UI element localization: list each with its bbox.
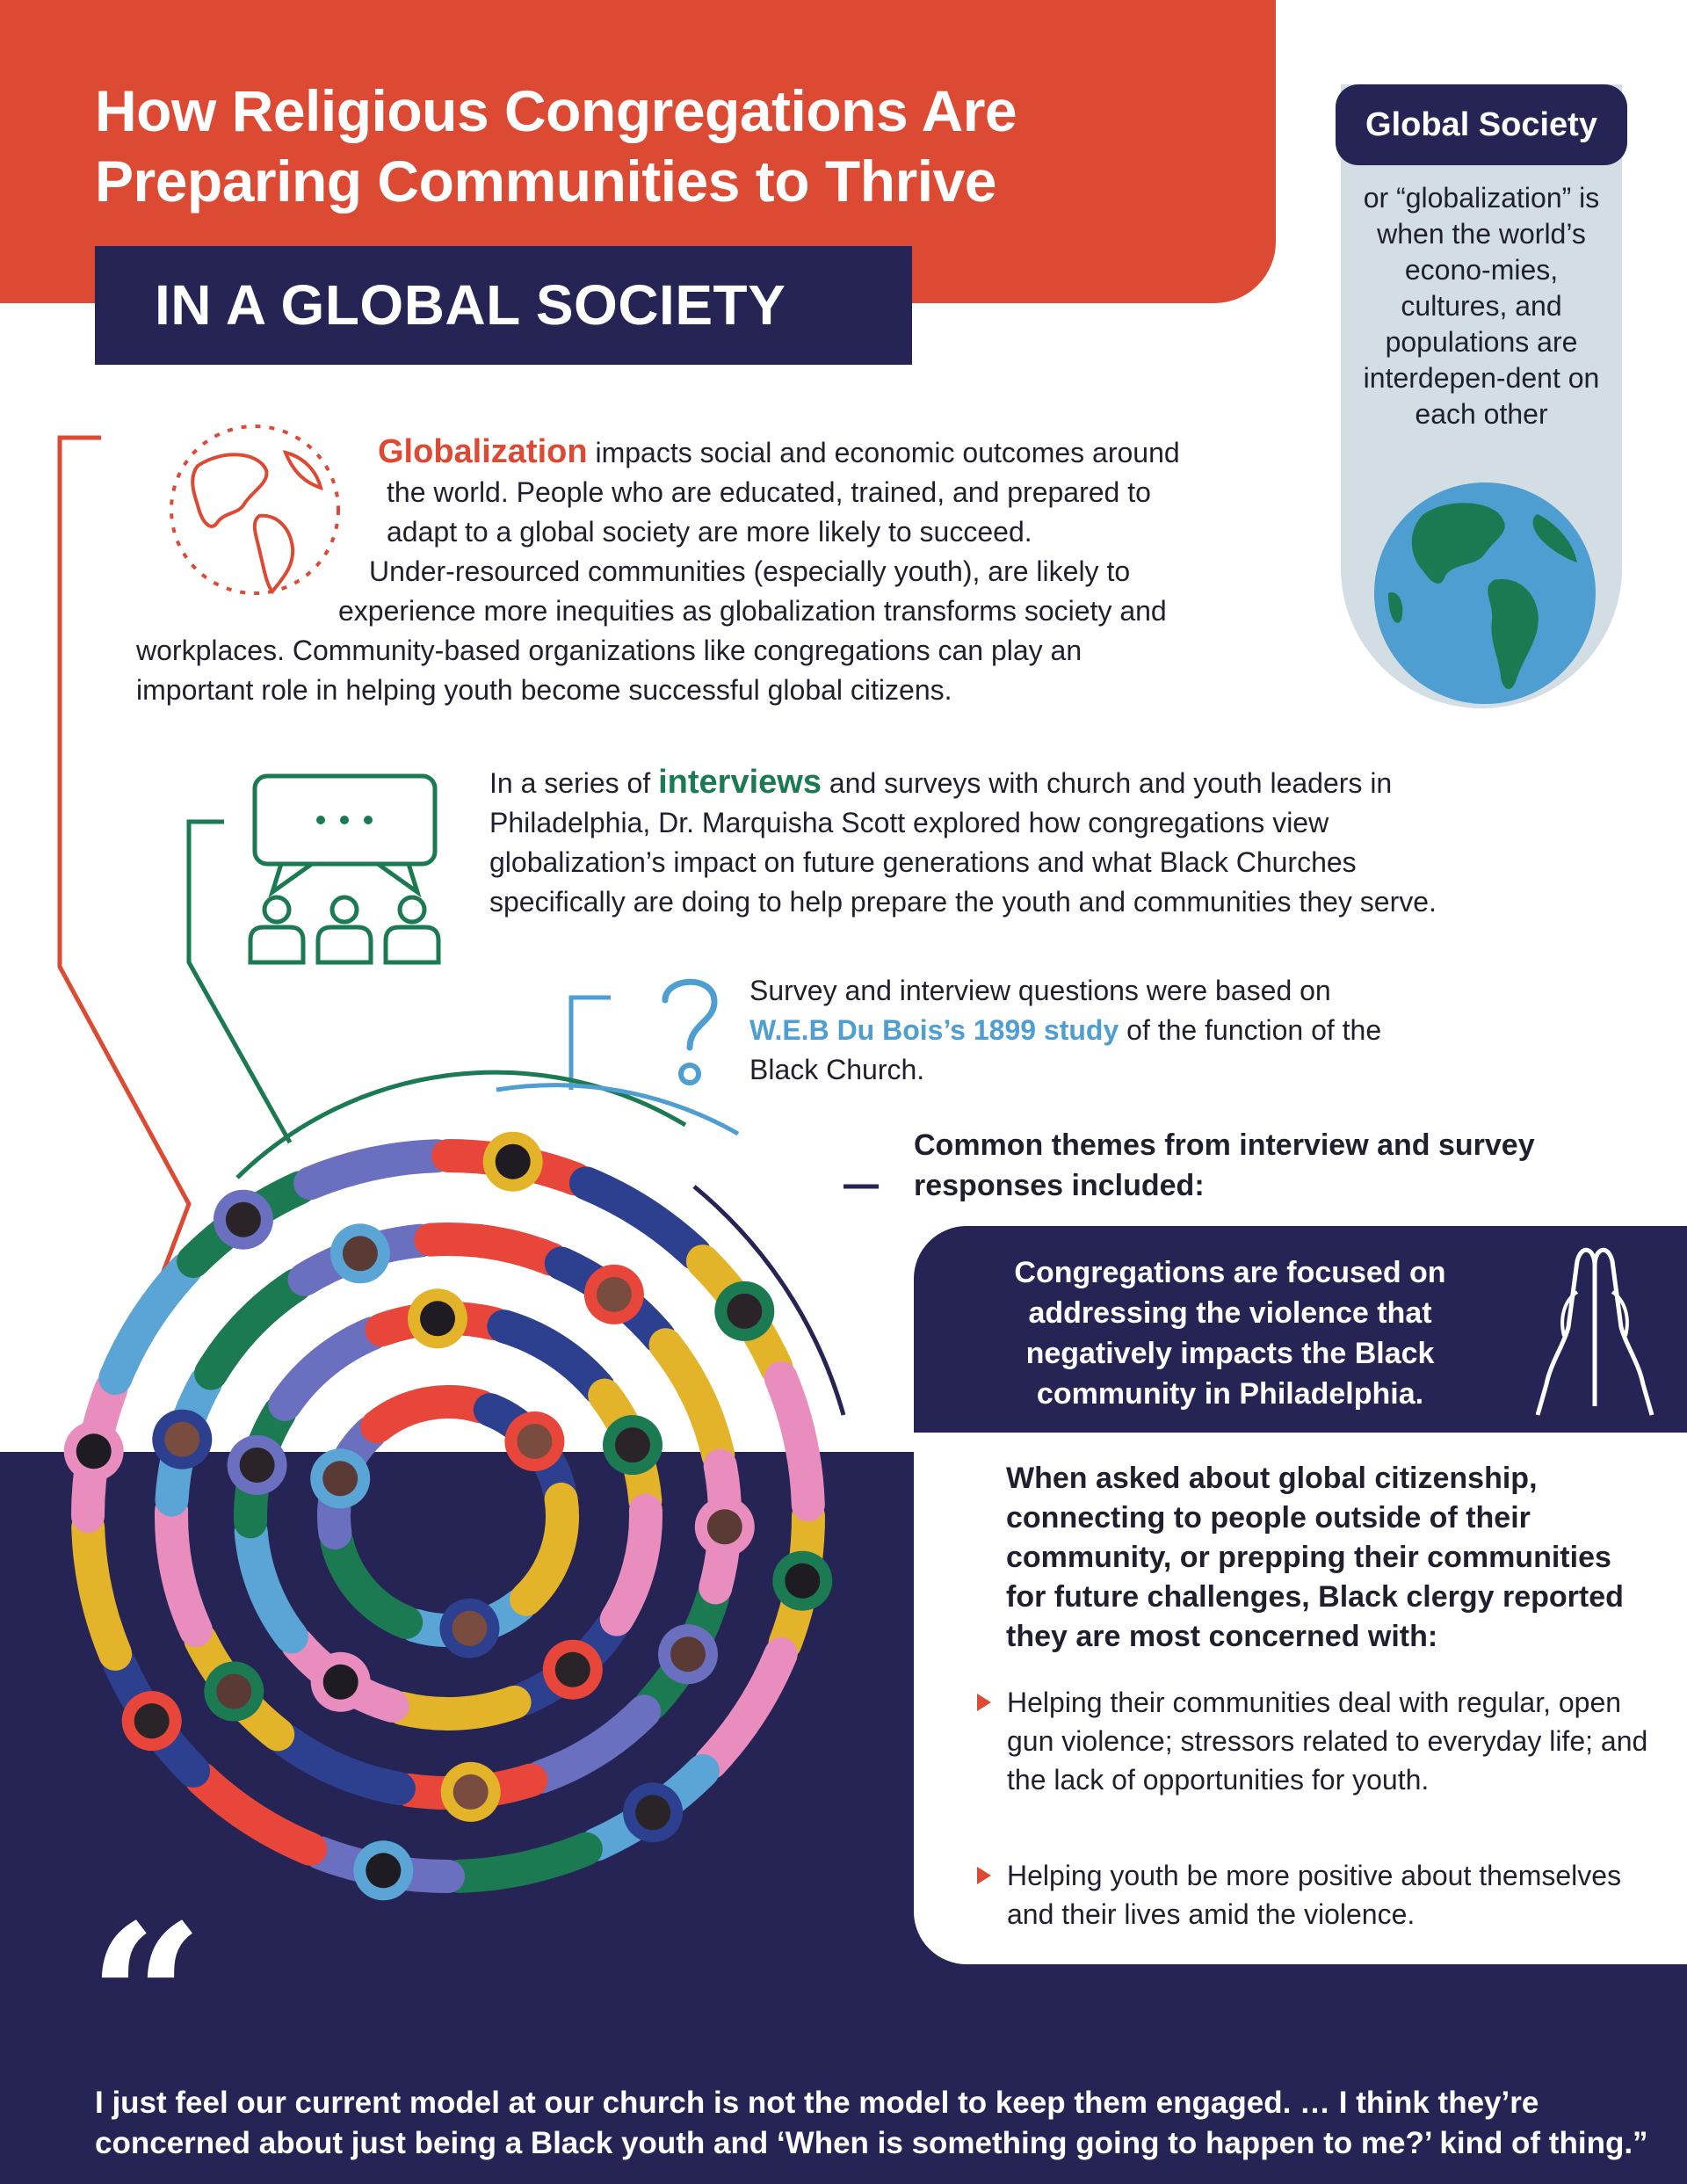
people-arm-segment	[402, 1702, 515, 1714]
person-head	[670, 1636, 706, 1672]
people-arm-segment	[286, 1741, 399, 1789]
people-arm-segment	[285, 1333, 373, 1404]
person-head	[366, 1853, 401, 1888]
earth-globe-icon	[1371, 479, 1599, 707]
person-head	[452, 1611, 487, 1646]
person-head	[707, 1509, 742, 1544]
globalization-keyword: Globalization	[378, 433, 588, 470]
person-head	[134, 1703, 170, 1738]
people-arm-segment	[541, 1711, 644, 1776]
person-head	[226, 1202, 261, 1237]
globalization-paragraph: Globalization impacts social and economic outcomes around the world. People who are educated, trained, and prepared to adapt to a global society are more likely to succeed. Under-resourced communities (especially youth), are likely to experience more inequities as globalization transforms society and workplaces. Community-based organizations like congregations can play an important role in helping youth become successful global citizens.	[136, 433, 1180, 706]
interviews-keyword: interviews	[658, 764, 822, 801]
people-circles-illustration	[35, 1116, 949, 1951]
du-bois-study-highlight: W.E.B Du Bois’s 1899 study	[749, 1014, 1119, 1046]
person-head	[164, 1422, 199, 1457]
title-line-2: Preparing Communities to Thrive	[95, 149, 996, 214]
person-head	[615, 1427, 650, 1462]
interviews-paragraph: In a series of interviews and surveys with church and youth leaders in Philadelphia, Dr. Marquisha Scott explored how congregations view globalization’s impact on future generations and what Black Churches specifically are doing to help prepare the youth and communities they serve.	[489, 764, 1437, 918]
people-arm-segment	[251, 1532, 292, 1637]
people-arm-segment	[711, 1654, 781, 1763]
people-arm-segment	[377, 1402, 481, 1426]
person-head	[517, 1424, 552, 1459]
quote-mark-icon: “	[88, 1881, 205, 2118]
people-arm-segment	[586, 1183, 695, 1253]
question-mark-icon	[655, 967, 725, 1090]
person-head	[785, 1564, 820, 1599]
subtitle-bar: IN A GLOBAL SOCIETY	[95, 246, 912, 365]
person-head	[597, 1277, 632, 1312]
people-arm-segment	[460, 1849, 586, 1876]
people-arm-segment	[666, 1345, 719, 1455]
people-arm-segment	[310, 1156, 437, 1183]
person-head	[323, 1665, 358, 1700]
person-head	[76, 1433, 112, 1469]
definition-label: Global Society	[1336, 84, 1627, 165]
discussion-group-icon	[237, 769, 453, 971]
person-head	[635, 1795, 670, 1830]
concern-bullet: Helping their communities deal with regular, open gun violence; stressors related to everyday life; and the lack of opportunities for youth.	[1007, 1683, 1675, 1799]
person-head	[496, 1144, 531, 1179]
definition-text: or “globalization” is when the world’s econo-mies, cultures, and populations are interdepen-dent on each other	[1363, 182, 1600, 430]
people-arm-segment	[201, 1779, 310, 1849]
praying-hands-icon	[1529, 1230, 1661, 1433]
person-head	[727, 1294, 762, 1329]
person-head	[453, 1774, 489, 1810]
people-arm-segment	[503, 1326, 598, 1388]
person-head	[343, 1236, 378, 1271]
people-arm-segment	[88, 1527, 115, 1654]
people-arm-segment	[171, 1511, 196, 1630]
person-head	[322, 1461, 358, 1496]
concern-bullet: Helping youth be more positive about themselves and their lives amid the violence.	[1007, 1856, 1675, 1934]
person-head	[216, 1674, 251, 1709]
people-arm-segment	[431, 1239, 551, 1259]
bullet-triangle-icon	[977, 1694, 991, 1711]
people-arm-segment	[115, 1269, 185, 1378]
person-head	[555, 1652, 590, 1687]
person-head	[420, 1301, 455, 1336]
people-arm-segment	[211, 1285, 295, 1373]
people-arm-segment	[781, 1378, 808, 1505]
quote-text: I just feel our current model at our church is not the model to keep them engaged. … I think they’re concerned about just being a Black youth and ‘When is something going to happen to me?’ kind of thing.”	[95, 2086, 1648, 2160]
people-arm-segment	[526, 1499, 562, 1600]
bullet-triangle-icon	[977, 1867, 991, 1884]
page-title	[95, 76, 1237, 216]
theme-text: Congregations are focused on addressing the violence that negatively impacts the Black community in Philadelphia.	[1014, 1256, 1446, 1411]
people-arm-segment	[617, 1511, 646, 1620]
people-arm-segment	[337, 1542, 407, 1622]
questions-paragraph: Survey and interview questions were based on W.E.B Du Bois’s 1899 study of the function of the Black Church.	[749, 975, 1382, 1085]
person-head	[240, 1448, 275, 1483]
themes-heading: Common themes from interview and survey responses included:	[914, 1128, 1535, 1202]
clergy-heading: When asked about global citizenship, connecting to people outside of their community, or prepping their communities for future challenges, Black clergy reported they are most concerned with:	[1006, 1462, 1624, 1653]
title-line-1: How Religious Congregations Are	[95, 78, 1017, 143]
